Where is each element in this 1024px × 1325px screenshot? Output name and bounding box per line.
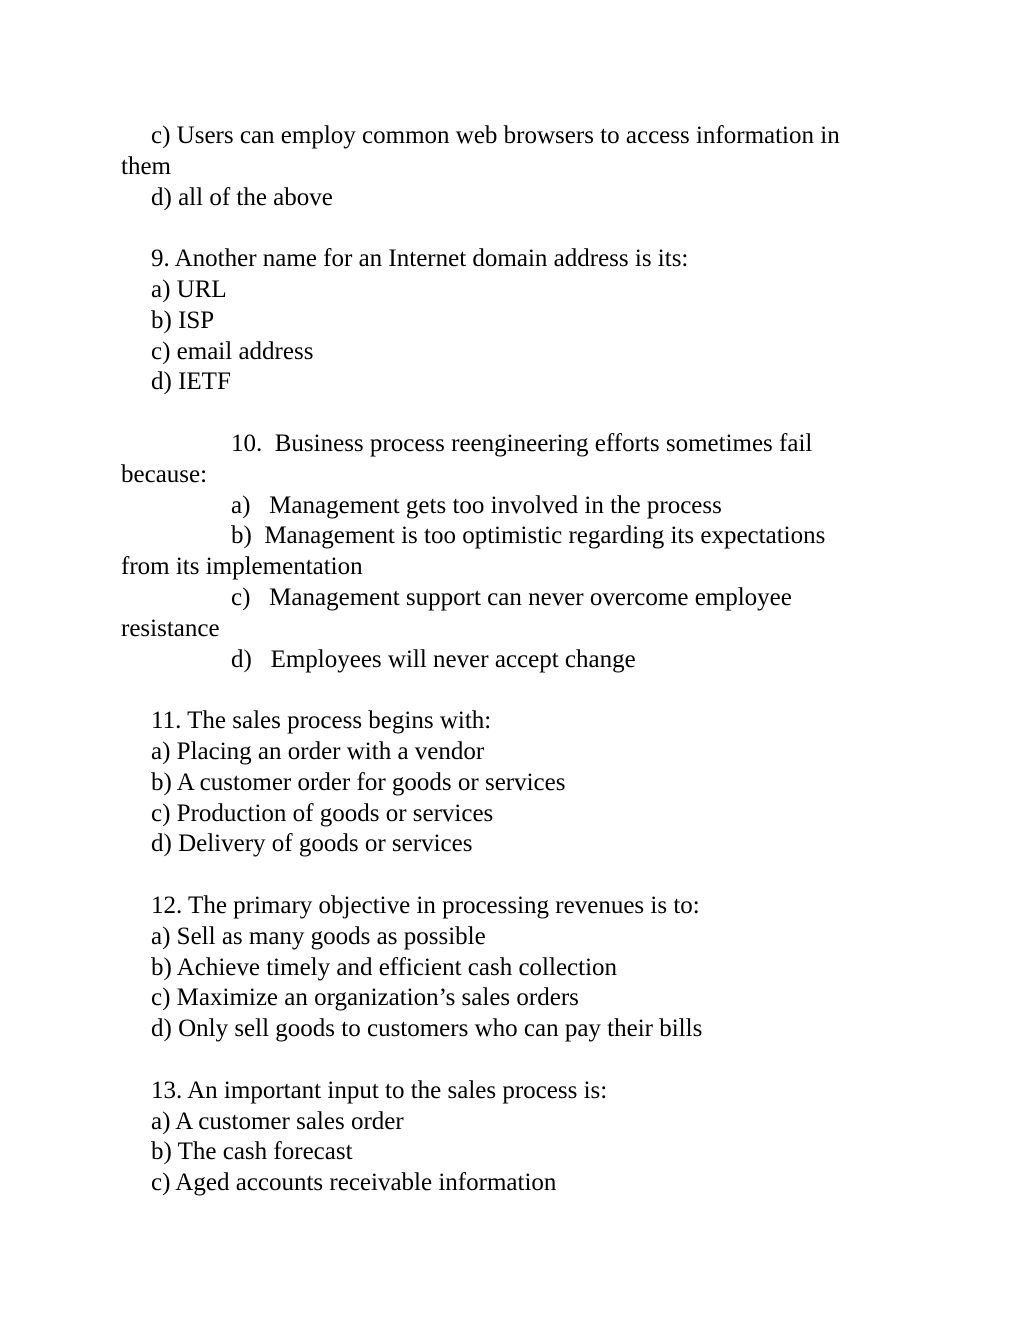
q10-stem-line2: because: [121, 460, 208, 488]
q11-option-b: b) A customer order for goods or services [151, 768, 566, 796]
q12-option-c: c) Maximize an organization’s sales orders [151, 984, 579, 1012]
question-12 [121, 891, 901, 1045]
spacer [121, 675, 901, 706]
q8-option-d: d) all of the above [151, 183, 333, 211]
q12-option-b: b) Achieve timely and efficient cash collection [151, 953, 618, 981]
question-9 [121, 244, 901, 398]
q9-option-a: a) URL [151, 275, 227, 303]
q9-option-d: d) IETF [151, 368, 231, 396]
spacer [121, 1045, 901, 1076]
q10-stem-line1: 10. Business process reengineering efforts sometimes fail [231, 429, 813, 457]
q12-option-d: d) Only sell goods to customers who can pay their bills [151, 1015, 703, 1043]
q10-option-b-line1: b) Management is too optimistic regarding its expectations [231, 522, 826, 550]
question-13 [121, 1076, 901, 1199]
q10-option-c-line1: c) Management support can never overcome employee [231, 583, 792, 611]
q8-option-c-line2: them [121, 152, 171, 180]
q13-option-c: c) Aged accounts receivable information [151, 1169, 557, 1197]
q11-stem: 11. The sales process begins with: [151, 707, 492, 735]
q13-option-a: a) A customer sales order [151, 1107, 404, 1135]
question-list [121, 121, 901, 1199]
q9-stem: 9. Another name for an Internet domain address is its: [151, 245, 689, 273]
q9-option-c: c) email address [151, 337, 314, 365]
q10-option-a: a) Management gets too involved in the process [231, 491, 722, 519]
q8-option-c-line1: c) Users can employ common web browsers to access information in [151, 122, 840, 149]
q10-option-d: d) Employees will never accept change [231, 645, 636, 673]
q11-option-a: a) Placing an order with a vendor [151, 737, 485, 765]
q10-option-b-line2: from its implementation [121, 553, 363, 581]
q11-option-c: c) Production of goods or services [151, 799, 494, 827]
q13-option-b: b) The cash forecast [151, 1138, 353, 1166]
spacer [121, 213, 901, 244]
spacer [121, 398, 901, 429]
question-11 [121, 706, 901, 860]
q11-option-d: d) Delivery of goods or services [151, 830, 473, 858]
q12-stem: 12. The primary objective in processing revenues is to: [151, 891, 700, 919]
question-10 [121, 429, 901, 675]
question-8-fragment [121, 121, 901, 213]
q9-option-b: b) ISP [151, 306, 215, 334]
spacer [121, 860, 901, 891]
q10-option-c-line2: resistance [121, 614, 220, 642]
q12-option-a: a) Sell as many goods as possible [151, 922, 486, 950]
q13-stem: 13. An important input to the sales process is: [151, 1076, 608, 1104]
